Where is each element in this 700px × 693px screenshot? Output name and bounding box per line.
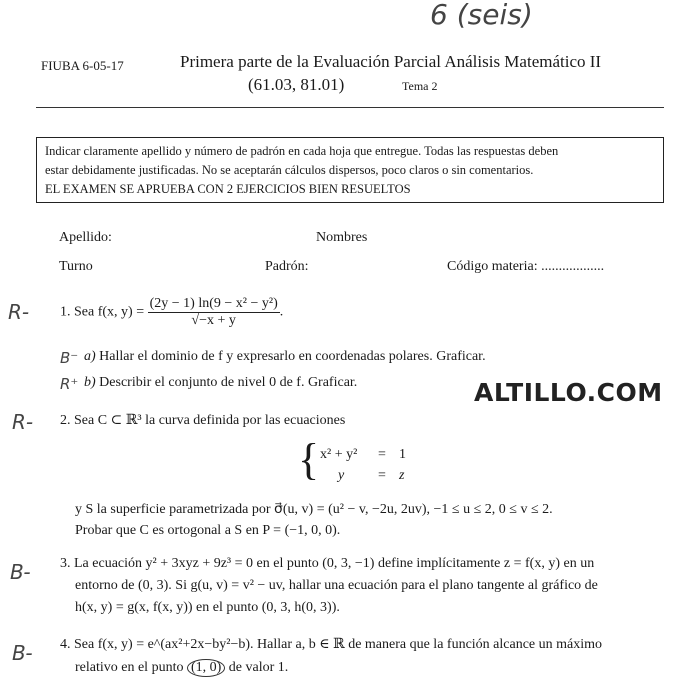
q1-intro: Sea f(x, y) =	[74, 304, 145, 320]
q3-line-2: entorno de (0, 3). Si g(u, v) = v² − uv, hallar una ecuación para el plano tangente al gráfico de	[75, 578, 598, 593]
q2-intro-line	[60, 412, 345, 429]
eq2-equals: =	[378, 468, 386, 483]
tema-label: Tema 2	[402, 79, 438, 93]
q1-denominator: √−x + y	[191, 313, 236, 328]
grade-q3: B-	[10, 560, 31, 584]
eq1-equals: =	[378, 447, 386, 462]
q4-line-1	[60, 636, 602, 653]
q1-fraction	[148, 296, 280, 329]
q4-number: 4.	[60, 637, 71, 652]
q3-line-1-text: La ecuación y² + 3xyz + 9z³ = 0 en el punto (0, 3, −1) define implícitamente z = f(x, y) en un	[74, 556, 595, 571]
eq1-rhs: 1	[399, 447, 406, 462]
q1b-item	[84, 375, 357, 391]
q1a-text: Hallar el dominio de f y expresarlo en coordenadas polares. Graficar.	[99, 349, 486, 364]
q1b-text: Describir el conjunto de nivel 0 de f. Graficar.	[99, 375, 358, 390]
exam-title: Primera parte de la Evaluación Parcial Análisis Matemático II	[180, 52, 602, 71]
header-rule	[36, 107, 664, 108]
eq1-lhs: x² + y²	[320, 447, 358, 462]
course-numbers: (61.03, 81.01)	[248, 75, 345, 94]
q1a-label: a)	[84, 349, 96, 364]
grade-q2: R-	[12, 410, 34, 434]
q1a-item	[84, 349, 486, 365]
q1-numerator: (2y − 1) ln(9 − x² − y²)	[149, 296, 278, 311]
padron-label: Padrón:	[265, 259, 309, 274]
grade-q1b: R⁺	[60, 375, 79, 393]
instructions-box	[36, 137, 664, 203]
q2-line-1: y S la superficie parametrizada por σ⃗(u, v) = (u² − v, −2u, 2uv), −1 ≤ u ≤ 2, 0 ≤ v ≤ 2.	[75, 502, 553, 517]
q4-line-2-pre: relativo en el punto	[75, 660, 184, 675]
q3-line-1	[60, 556, 594, 572]
system-brace: {	[298, 435, 320, 484]
grade-q4: B-	[12, 641, 33, 665]
course-code: FIUBA 6-05-17	[41, 58, 124, 73]
instructions-line-2: estar debidamente justificadas. No se aceptarán cálculos dispersos, poco claros o sin comentarios.	[45, 163, 534, 177]
q2-intro: Sea C ⊂ ℝ³ la curva definida por las ecuaciones	[74, 413, 346, 428]
watermark-logo: ALTILLO.COM	[474, 378, 663, 407]
q1-statement	[60, 296, 283, 329]
grade-q1a: B⁻	[60, 349, 79, 367]
apellido-label: Apellido:	[59, 230, 112, 245]
handwritten-score: 6 (seis)	[430, 0, 533, 31]
q2-number: 2.	[60, 413, 71, 428]
codigo-materia-label: Código materia: ..................	[447, 259, 605, 274]
q4-line-2-post: de valor 1.	[228, 660, 289, 675]
instructions-line-3: EL EXAMEN SE APRUEBA CON 2 EJERCICIOS BIEN RESUELTOS	[45, 182, 411, 196]
eq2-lhs: y	[338, 468, 345, 483]
q1b-label: b)	[84, 375, 96, 390]
grade-q1: R-	[8, 300, 30, 324]
q4-line-1-text: Sea f(x, y) = e^(ax²+2x−by²−b). Hallar a, b ∈ ℝ de manera que la función alcance un máximo	[74, 637, 603, 652]
q4-circled-point: (1, 0)	[187, 659, 225, 677]
q3-line-3: h(x, y) = g(x, f(x, y)) en el punto (0, 3, h(0, 3)).	[75, 600, 340, 615]
eq2-rhs: z	[399, 468, 405, 483]
instructions-line-1: Indicar claramente apellido y número de padrón en cada hoja que entregue. Todas las respuestas deben	[45, 144, 559, 158]
turno-label: Turno	[59, 259, 93, 274]
q1-period: .	[279, 304, 284, 320]
q3-number: 3.	[60, 556, 71, 571]
q1-number: 1.	[60, 304, 71, 320]
q4-line-2	[75, 659, 288, 677]
q2-line-2: Probar que C es ortogonal a S en P = (−1, 0, 0).	[75, 523, 341, 538]
nombres-label: Nombres	[316, 230, 368, 245]
